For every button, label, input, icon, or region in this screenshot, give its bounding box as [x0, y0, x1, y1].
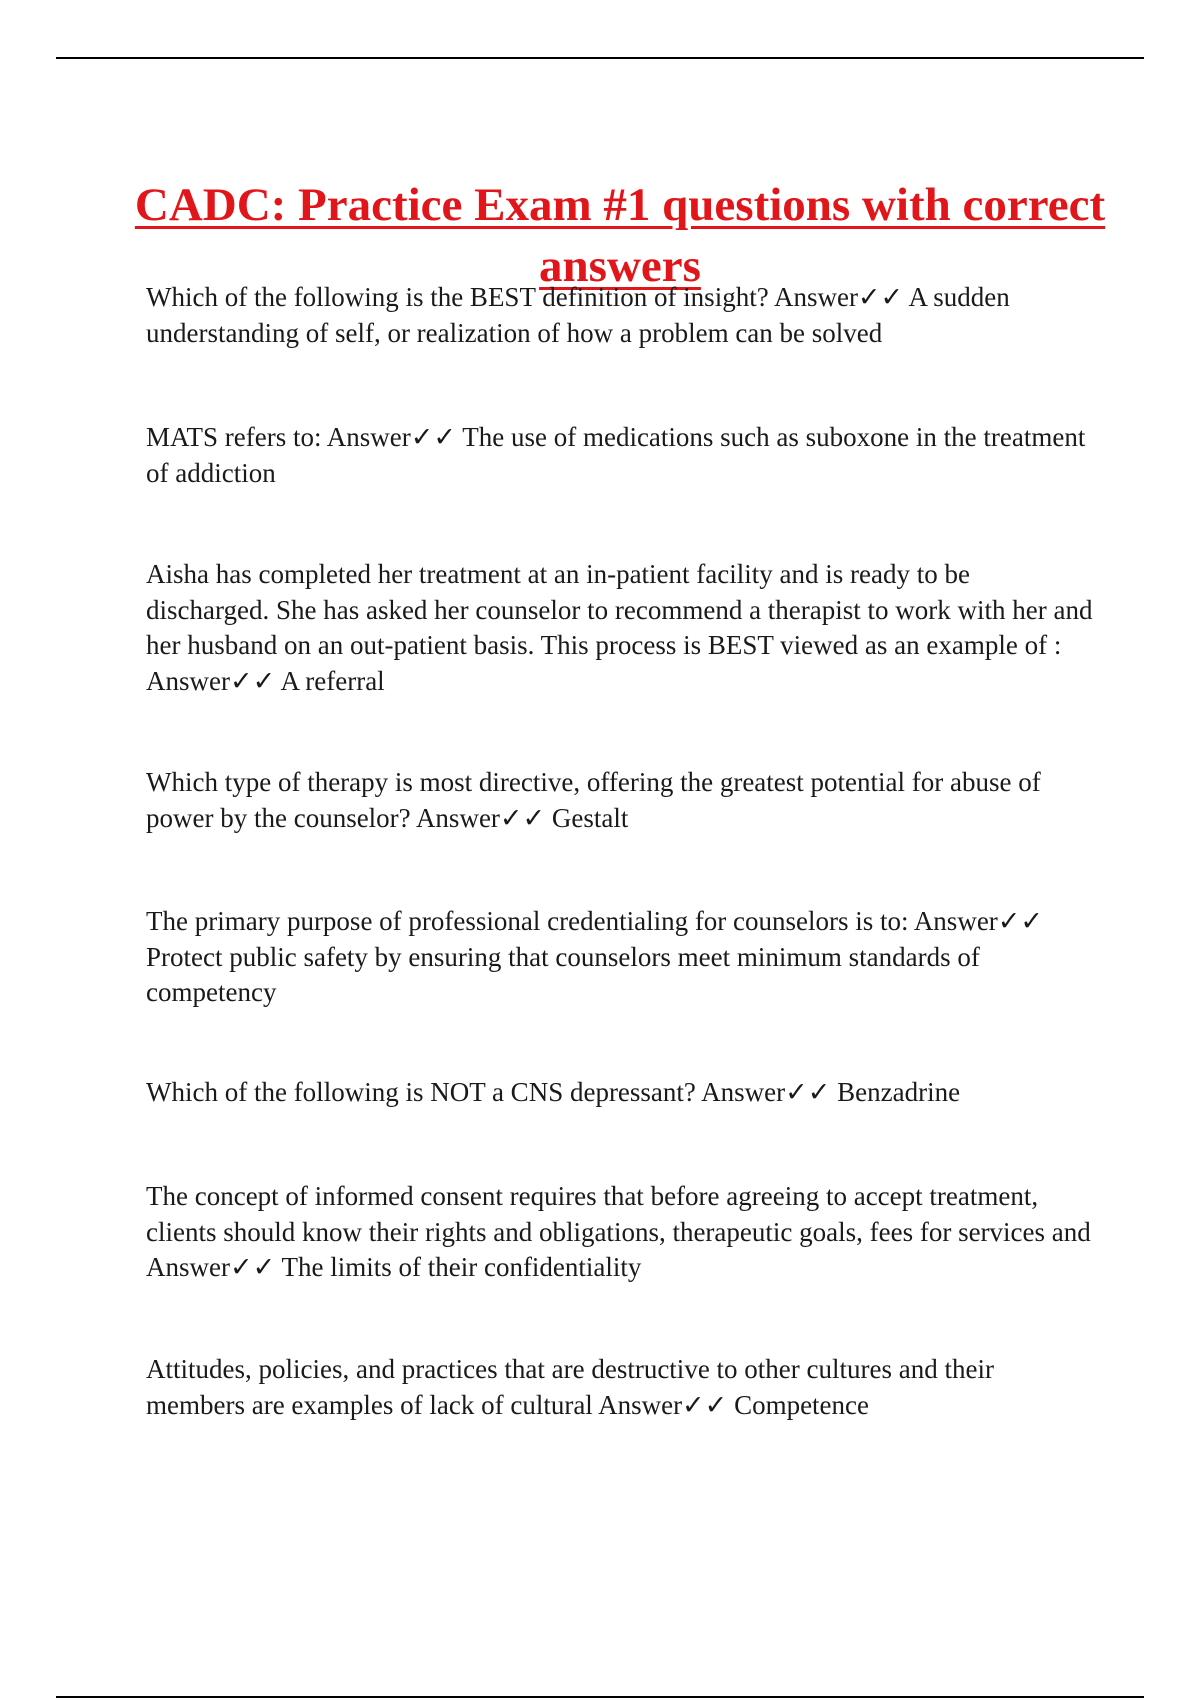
document-title: CADC: Practice Exam #1 questions with correct answers [134, 179, 1106, 293]
question-text: The concept of informed consent requires that before agreeing to accept treatment, clients should know their rights and obligations, therapeutic goals, fees for services and [146, 1181, 1091, 1247]
qa-item [146, 765, 1096, 836]
question-text: Aisha has completed her treatment at an in-patient facility and is ready to be discharged. She has asked her counselor to recommend a therapist to work with her and her husband on an out-patient basis. This process is BEST viewed as an example of : [146, 559, 1093, 660]
answer-marker: Answer✓✓ [146, 665, 276, 696]
qa-item [146, 1075, 1096, 1111]
answer-text: Protect public safety by ensuring that counselors meet minimum standards of competency [146, 941, 980, 1007]
qa-item [146, 1179, 1096, 1286]
top-rule [56, 57, 1144, 59]
question-text: Attitudes, policies, and practices that are destructive to other cultures and their members are examples of lack of cultural [146, 1354, 994, 1420]
answer-text: A referral [280, 665, 385, 696]
answer-text: Benzadrine [837, 1077, 961, 1107]
question-text: Which of the following is the BEST definition of insight? [146, 282, 769, 312]
answer-marker: Answer✓✓ [773, 282, 904, 312]
answer-text: The limits of their confidentiality [281, 1252, 642, 1282]
answer-text: Competence [734, 1389, 870, 1420]
answer-marker: Answer✓✓ [326, 422, 456, 452]
qa-item [146, 557, 1096, 699]
qa-item [146, 280, 1096, 351]
answer-text: The use of medications such as suboxone in the treatment of addiction [146, 422, 1086, 488]
answer-marker: Answer✓✓ [415, 802, 546, 833]
answer-marker: Answer✓✓ [701, 1077, 831, 1107]
bottom-rule [56, 1696, 1144, 1698]
answer-text: A sudden understanding of self, or realization of how a problem can be solved [146, 282, 1010, 348]
question-text: Which type of therapy is most directive, offering the greatest potential for abuse of power by the counselor? [146, 767, 1041, 833]
qa-item [146, 1352, 1096, 1423]
qa-item [146, 904, 1096, 1011]
qa-item [146, 420, 1096, 491]
answer-marker: Answer✓✓ [598, 1389, 728, 1420]
question-text: Which of the following is NOT a CNS depressant? [146, 1077, 696, 1107]
question-text: MATS refers to: [146, 422, 322, 452]
answer-marker: Answer✓✓ [146, 1252, 276, 1282]
answer-text: Gestalt [551, 802, 629, 833]
answer-marker: Answer✓✓ [913, 906, 1044, 936]
question-text: The primary purpose of professional credentialing for counselors is to: [146, 906, 909, 936]
